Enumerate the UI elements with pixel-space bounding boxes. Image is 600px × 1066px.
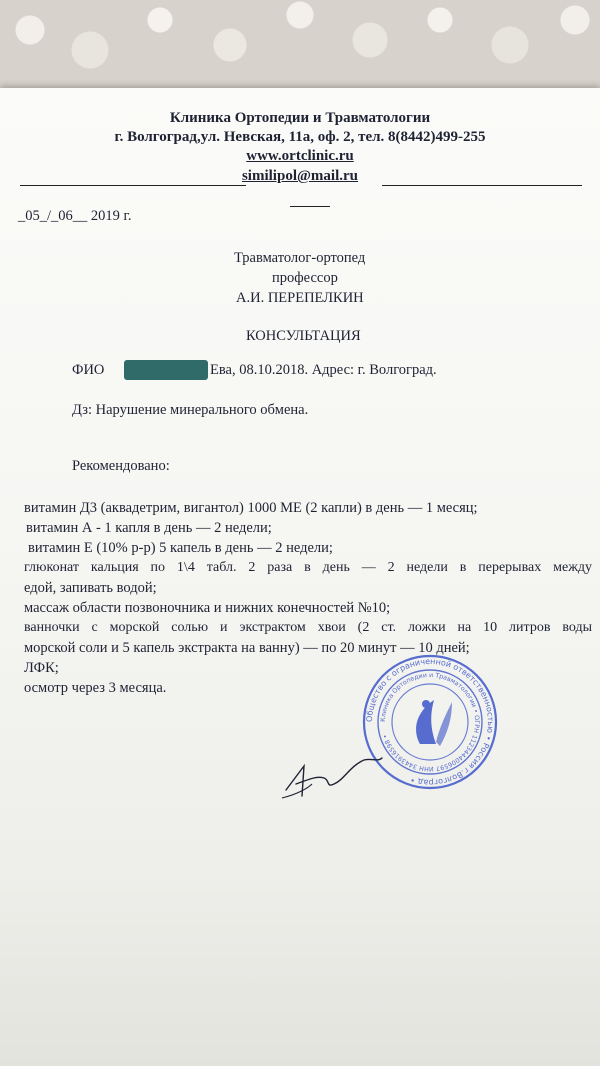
redaction-box [124,360,208,380]
stamp-outer-text: Общество с ограниченной ответственностью • Россия г.Волгоград • [364,656,496,788]
recommendation-lfk: ЛФК; [24,660,59,676]
date-month: 06 [58,208,73,224]
recommendation-vitamin-e: витамин Е (10% р-р) 5 капель в день — 2 недели; [28,540,333,556]
header-rule-left [20,185,246,186]
doctor-specialty: Травматолог-ортопед [234,250,366,266]
date-year: 2019 г. [90,208,132,224]
document-page [0,88,600,1066]
recommendation-massage: массаж области позвоночника и нижних конечностей №10; [24,600,391,616]
stamp-inner-text: Клиника Ортопедии и Травматологии • ОГРН 1123444006597 ИНН 3443916598 • [379,671,481,773]
clinic-website[interactable]: www.ortclinic.ru [246,148,354,164]
header-short-rule [290,206,330,207]
recommended-label: Рекомендовано: [72,458,170,474]
doctor-title: профессор [272,270,338,286]
clinic-name: Клиника Ортопедии и Травматологии [169,110,431,126]
recommendation-calcium-1: глюконат кальция по 1\4 табл. 2 раза в день — 2 недели в перерывах между [24,560,592,575]
tablecloth-background [0,0,600,90]
recommendation-calcium-2: едой, запивать водой; [24,580,157,596]
clinic-email[interactable]: similipol@mail.ru [241,168,359,184]
document-date: _05_/_06__ 2019 г. [18,208,132,224]
patient-label: ФИО [72,362,105,378]
patient-details: Ева, 08.10.2018. Адрес: г. Волгоград. [210,362,437,378]
recommendation-baths-1: ванночки с морской солью и экстрактом хвои (2 ст. ложки на 10 литров воды [24,620,592,635]
document-title: КОНСУЛЬТАЦИЯ [246,328,361,344]
diagnosis: Дз: Нарушение минерального обмена. [72,402,309,418]
date-day: 05 [25,208,40,224]
clinic-address: г. Волгоград,ул. Невская, 11а, оф. 2, тел. 8(8442)499-255 [114,129,486,145]
header-rule-right [382,185,582,186]
recommendation-baths-2: морской соли и 5 капель экстракта на ванну) — по 20 минут — 10 дней; [24,640,470,656]
doctor-signature [278,748,388,808]
stamp-emblem-icon [416,700,452,746]
recommendation-vitamin-d3: витамин Д3 (аквадетрим, вигантол) 1000 МЕ (2 капли) в день — 1 месяц; [24,500,478,516]
recommendation-vitamin-a: витамин А - 1 капля в день — 2 недели; [26,520,272,536]
recommendation-checkup: осмотр через 3 месяца. [24,680,167,696]
doctor-name: А.И. ПЕРЕПЕЛКИН [236,290,364,306]
